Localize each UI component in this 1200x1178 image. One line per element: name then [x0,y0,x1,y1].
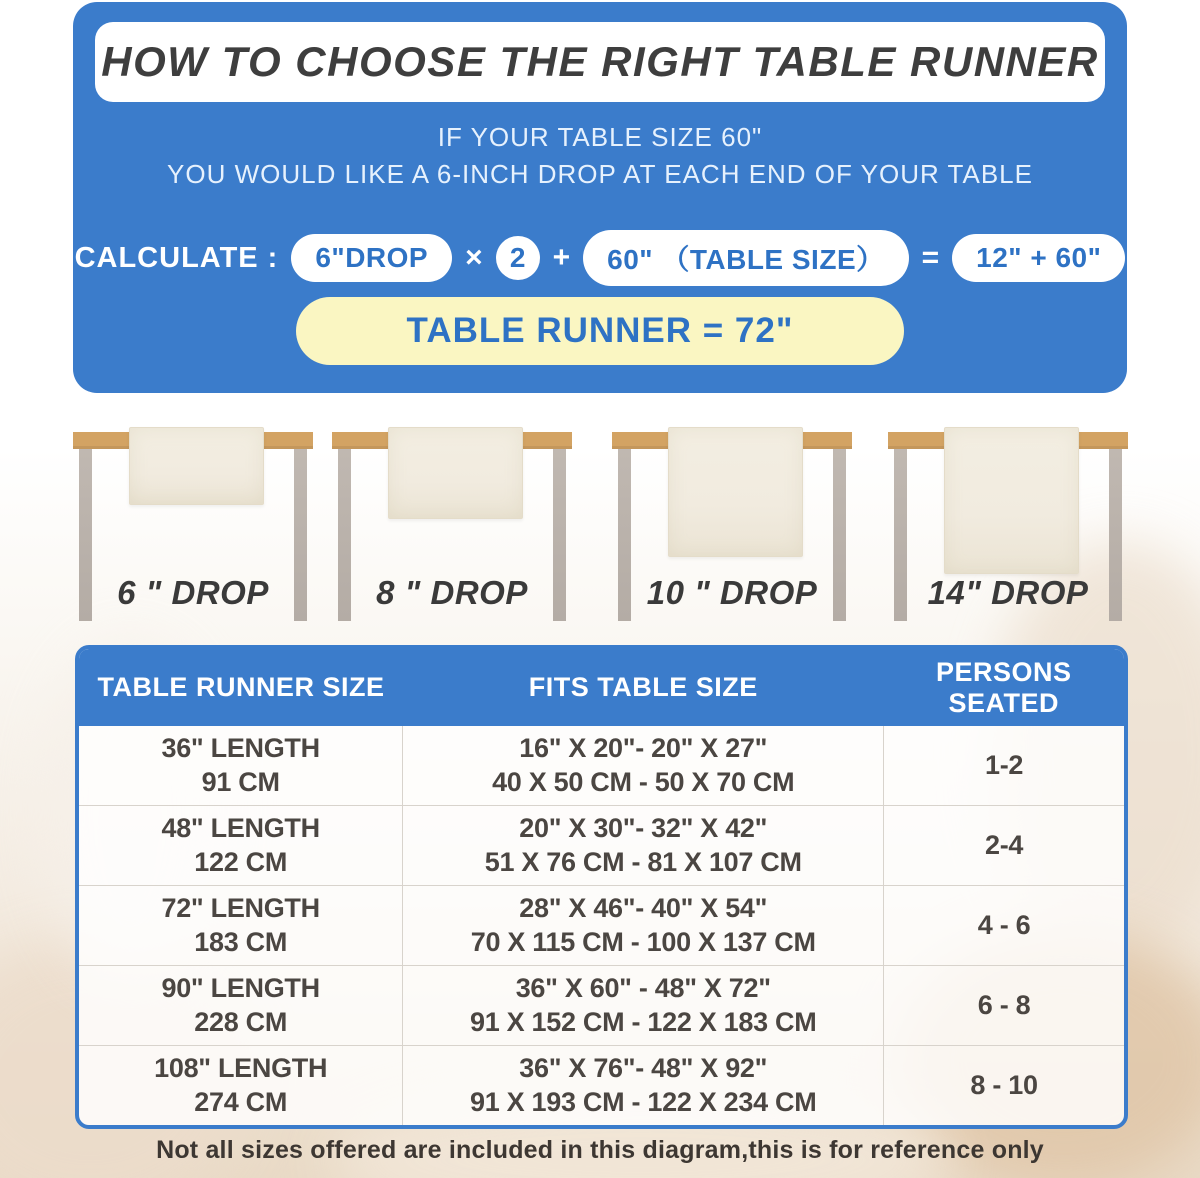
runner-size-cm: 91 CM [201,766,280,797]
table-runner-illustration [944,427,1079,574]
multiply-sign: × [465,241,483,274]
persons-seated-value: 8 - 10 [970,1069,1038,1100]
table-row [79,965,1124,1045]
fits-size-cell [403,806,884,885]
drop-label: 14" DROP [927,574,1089,611]
table-figure-10-drop [612,427,852,627]
fits-size-inches: 28" X 46"- 40" X 54" [519,892,768,923]
title-banner [95,22,1105,102]
footer-note: Not all sizes offered are included in this diagram,this is for reference only [156,1136,1044,1164]
calculate-label: CALCULATE : [74,241,279,274]
persons-cell [884,806,1124,885]
persons-seated-value: 4 - 6 [977,909,1031,940]
table-row [79,726,1124,805]
fits-size-cm: 70 X 115 CM - 100 X 137 CM [470,926,816,957]
table-size-pill: 60" （TABLE SIZE） [583,230,908,286]
subtitle-line-1: IF YOUR TABLE SIZE 60" [437,122,763,152]
persons-cell [884,1046,1124,1125]
column-header-persons-seated: PERSONS SEATED [936,656,1072,718]
runner-size-cm: 274 CM [194,1086,288,1117]
result-text: TABLE RUNNER = 72" [406,311,794,350]
runner-size-inches: 36" LENGTH [161,732,320,763]
table-runner-illustration [388,427,523,519]
page-title: HOW TO CHOOSE THE RIGHT TABLE RUNNER [101,38,1099,85]
runner-size-inches: 48" LENGTH [161,812,320,843]
subtitle-line-2: YOU WOULD LIKE A 6-INCH DROP AT EACH END OF YOUR TABLE [167,159,1033,189]
runner-size-cm: 183 CM [194,926,288,957]
persons-seated-value: 6 - 8 [977,989,1031,1020]
drop-label: 8 " DROP [376,574,528,611]
fits-size-cm: 40 X 50 CM - 50 X 70 CM [492,766,795,797]
persons-seated-value: 2-4 [984,829,1024,860]
drop-example-figures [0,427,1200,627]
runner-size-inches: 72" LENGTH [161,892,320,923]
persons-seated-value: 1-2 [984,749,1024,780]
runner-size-cell [79,966,403,1045]
plus-sign: + [552,241,571,274]
size-reference-table [75,645,1128,1129]
table-row [79,885,1124,965]
runner-size-cm: 122 CM [194,846,288,877]
runner-size-cell [79,886,403,965]
table-row [79,805,1124,885]
persons-cell [884,966,1124,1045]
runner-size-cell [79,1046,403,1125]
table-runner-illustration [129,427,264,505]
runner-size-cell [79,726,403,805]
result-pill [296,297,904,365]
drop-label: 10 " DROP [646,574,818,611]
fits-size-cell [403,1046,884,1125]
fits-size-cell [403,886,884,965]
table-figure-14-drop [888,427,1128,627]
table-header-row [79,649,1124,726]
table-figure-6-drop [73,427,313,627]
table-body [79,726,1124,1125]
column-header-runner-size: TABLE RUNNER SIZE [97,672,385,702]
column-header-fits-table-size: FITS TABLE SIZE [528,672,758,702]
fits-size-cell [403,966,884,1045]
hero-panel [73,2,1127,393]
table-runner-illustration [668,427,803,557]
fits-size-inches: 16" X 20"- 20" X 27" [519,732,768,763]
drop-label: 6 " DROP [117,574,269,611]
persons-cell [884,886,1124,965]
fits-size-cm: 91 X 152 CM - 122 X 183 CM [470,1006,817,1037]
runner-size-inches: 90" LENGTH [161,972,320,1003]
multiplier-badge: 2 [496,236,540,280]
runner-size-cell [79,806,403,885]
persons-cell [884,726,1124,805]
fits-size-cm: 51 X 76 CM - 81 X 107 CM [484,846,802,877]
runner-size-inches: 108" LENGTH [154,1052,328,1083]
fits-size-inches: 20" X 30"- 32" X 42" [519,812,768,843]
runner-size-cm: 228 CM [194,1006,288,1037]
drop-value-pill: 6"DROP [291,234,452,282]
calculation-row [73,233,1127,283]
fits-size-inches: 36" X 76"- 48" X 92" [519,1052,768,1083]
table-figure-8-drop [332,427,572,627]
sum-pill: 12" + 60" [952,234,1125,282]
fits-size-cell [403,726,884,805]
equals-sign: = [921,241,940,274]
fits-size-cm: 91 X 193 CM - 122 X 234 CM [470,1086,817,1117]
table-row [79,1045,1124,1125]
fits-size-inches: 36" X 60" - 48" X 72" [515,972,771,1003]
